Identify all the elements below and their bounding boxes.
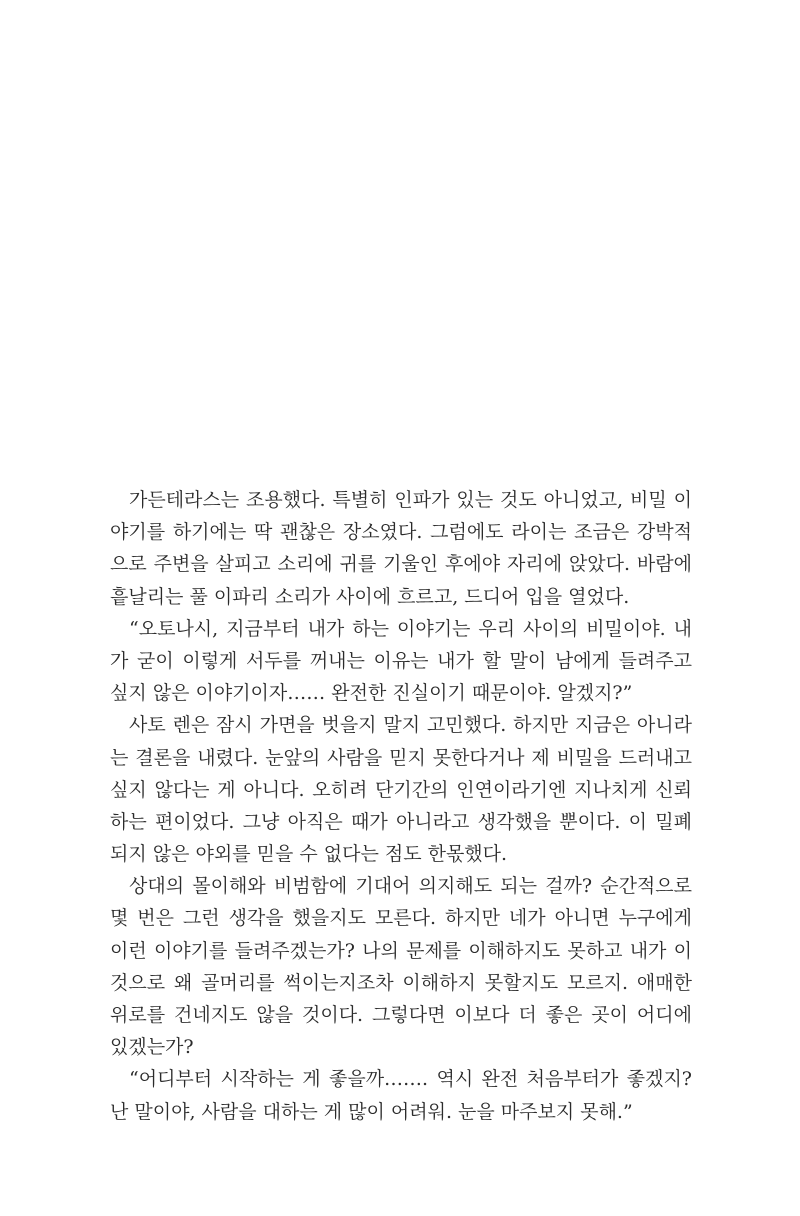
text-line: 이런 이야기를 들려주겠는가? 나의 문제를 이해하지도 못하고 내가 이 bbox=[110, 939, 692, 962]
text-line: “어디부터 시작하는 게 좋을까……. 역시 완전 처음부터가 좋겠지? bbox=[129, 1068, 692, 1091]
text-line: 싶지 않다는 게 아니다. 오히려 단기간의 인연이라기엔 지나치게 신뢰 bbox=[110, 778, 692, 801]
text-line: 난 말이야, 사람을 대하는 게 많이 어려워. 눈을 마주보지 못해.” bbox=[110, 1100, 633, 1123]
text-line: 야기를 하기에는 딱 괜찮은 장소였다. 그럼에도 라이는 조금은 강박적 bbox=[110, 521, 692, 544]
text-line: 가 굳이 이렇게 서두를 꺼내는 이유는 내가 할 말이 남에게 들려주고 bbox=[110, 649, 692, 672]
text-line: 있겠는가? bbox=[110, 1036, 194, 1059]
text-line: 몇 번은 그런 생각을 했을지도 모른다. 하지만 네가 아니면 누구에게 bbox=[110, 907, 692, 930]
text-line: 싶지 않은 이야기이자…… 완전한 진실이기 때문이야. 알겠지?” bbox=[110, 682, 633, 705]
text-line: 흩날리는 풀 이파리 소리가 사이에 흐르고, 드디어 입을 열었다. bbox=[110, 585, 630, 608]
text-line: 가든테라스는 조용했다. 특별히 인파가 있는 것도 아니었고, 비밀 이 bbox=[129, 489, 692, 511]
text-line: 는 결론을 내렸다. 눈앞의 사람을 믿지 못한다거나 제 비밀을 드러내고 bbox=[110, 746, 692, 769]
text-line: 것으로 왜 골머리를 썩이는지조차 이해하지 못할지도 모르지. 애매한 bbox=[110, 971, 692, 994]
text-line: 되지 않은 야외를 믿을 수 없다는 점도 한몫했다. bbox=[110, 843, 508, 866]
text-line: 하는 편이었다. 그냥 아직은 때가 아니라고 생각했을 뿐이다. 이 밀폐 bbox=[110, 810, 692, 833]
text-line: 으로 주변을 살피고 소리에 귀를 기울인 후에야 자리에 앉았다. 바람에 bbox=[110, 553, 692, 576]
text-line: “오토나시, 지금부터 내가 하는 이야기는 우리 사이의 비밀이야. 내 bbox=[129, 617, 692, 640]
text-line: 상대의 몰이해와 비범함에 기대어 의지해도 되는 걸까? 순간적으로 bbox=[129, 875, 692, 898]
body-text bbox=[110, 484, 692, 1128]
text-line: 사토 렌은 잠시 가면을 벗을지 말지 고민했다. 하지만 지금은 아니라 bbox=[129, 714, 692, 737]
text-line: 위로를 건네지도 않을 것이다. 그렇다면 이보다 더 좋은 곳이 어디에 bbox=[110, 1004, 692, 1026]
